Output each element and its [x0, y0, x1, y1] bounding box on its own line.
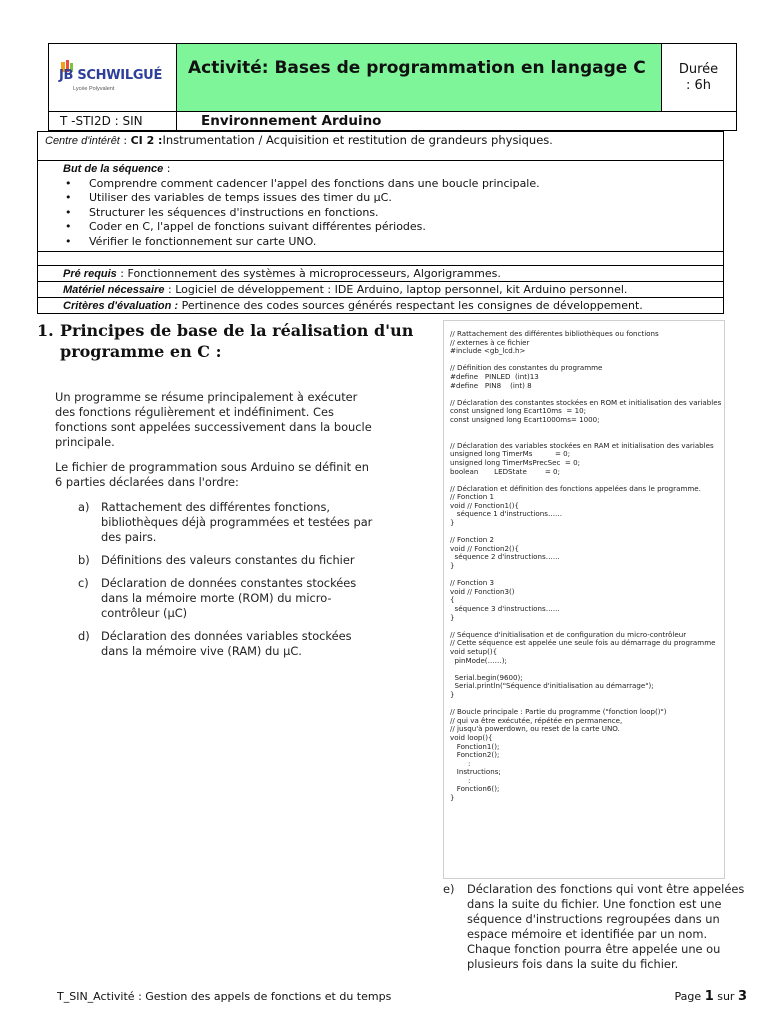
code-line: } [450, 793, 455, 803]
materiel-row [63, 283, 627, 298]
materiel-text: : Logiciel de développement : IDE Arduino, laptop personnel, kit Arduino personnel. [164, 283, 628, 296]
class-cell [49, 112, 177, 131]
logo-text: JB SCHWILGUÉ [59, 68, 163, 83]
criteres-row [63, 299, 643, 314]
code-line: } [450, 518, 455, 528]
of-word: sur [713, 990, 738, 1003]
code-line: // Déclaration des variables stockées en RAM et initialisation des variables [450, 440, 714, 450]
class-row [49, 111, 736, 131]
code-line: pinMode(……); [450, 655, 507, 665]
part-letter: d) [78, 629, 90, 643]
activity-title: Activité: Bases de programmation en langage C [188, 58, 646, 78]
page-indicator [675, 989, 747, 1004]
duration-label: Durée [678, 62, 719, 77]
code-line: séquence 3 d'instructions…… [450, 604, 560, 613]
code-line: #include <gb_lcd.h> [450, 346, 526, 356]
part-e [443, 882, 753, 972]
centre-interet-row [45, 133, 553, 149]
prerequis-row [63, 267, 501, 282]
code-line: // Fonction 2 [450, 535, 494, 545]
code-line: void setup(){ [450, 646, 498, 656]
code-line: Instructions; [450, 767, 501, 777]
but-sequence-sep: : [163, 162, 171, 175]
section-heading-line2: programme en C : [60, 342, 222, 361]
parts-paragraph: Le fichier de programmation sous Arduino se définit en 6 parties déclarées dans l'ordre: [55, 460, 369, 489]
code-line: // externes à ce fichier [450, 337, 530, 347]
part-text: Définitions des valeurs constantes du fichier [101, 553, 355, 567]
code-line: // Cette séquence est appelée une seule fois au démarrage du programme [450, 638, 716, 648]
part-item [54, 576, 375, 621]
code-line: #define PIN8 (int) 8 [450, 380, 532, 390]
code-line: : [450, 758, 471, 768]
page-number: 1 [704, 989, 714, 1004]
code-line: // Déclaration et définition des fonctions appelées dans le programme. [450, 483, 701, 493]
objectives-list [63, 177, 713, 250]
part-text: Rattachement des différentes fonctions, bibliothèques déjà programmées et testées par des pairs. [101, 500, 373, 544]
part-letter: c) [78, 576, 89, 590]
code-line: Serial.begin(9600); [450, 672, 523, 682]
divider [38, 160, 723, 161]
divider [38, 265, 723, 266]
logo-subtext: Lycée Polyvalent [73, 86, 115, 92]
code-line: void // Fonction2(){ [450, 543, 520, 553]
footer-title: T_SIN_Activité : Gestion des appels de fonctions et du temps [57, 990, 392, 1003]
part-item [54, 553, 375, 568]
code-line: unsigned long TimerMs = 0; [450, 449, 571, 459]
code-line: } [450, 612, 455, 622]
code-line: #define PINLED (int)13 [450, 371, 539, 381]
but-sequence-block [63, 162, 713, 249]
code-line [450, 425, 722, 434]
part-letter: b) [78, 553, 90, 567]
code-line: // Fonction 1 [450, 492, 494, 502]
code-line: void // Fonction1(){ [450, 500, 520, 510]
centre-interet-code: CI 2 : [130, 134, 163, 147]
code-line: Serial.println("Séquence d'initialisation au démarrage"); [450, 681, 654, 691]
code-line: Fonction1(); [450, 741, 500, 751]
info-table [37, 131, 724, 314]
part-text: Déclaration des fonctions qui vont être appelées dans la suite du fichier. Une fonction est une séquence d'instructions regroupées dans un espace mémoire et identifiée par un nom. Chaque fonction pourra être appelée une ou plusieurs fois dans la suite du fichier. [467, 882, 745, 971]
code-line: const unsigned long Ecart1000ms= 1000; [450, 414, 600, 424]
code-line: } [450, 561, 455, 571]
duration-cell [661, 44, 736, 111]
intro-paragraph: Un programme se résume principalement à exécuter des fonctions régulièrement et indéfiniment. Ces fonctions sont appelées successivement dans la boucle principale. [55, 390, 372, 449]
materiel-label: Matériel nécessaire [63, 284, 165, 296]
duration-value: : 6h [685, 78, 712, 93]
code-line: séquence 1 d'instructions…… [450, 509, 563, 519]
code-line: Fonction6(); [450, 784, 500, 794]
class-label: T -STI2D : SIN [60, 114, 143, 128]
section-number: 1. [37, 321, 54, 340]
objective-item: • Comprendre comment cadencer l'appel des fonctions dans une boucle principale. [63, 177, 713, 192]
divider [38, 297, 723, 298]
divider [38, 281, 723, 282]
header-table [48, 43, 737, 131]
centre-interet-sep: : [119, 134, 131, 147]
part-letter: e) [443, 882, 455, 896]
school-logo [59, 58, 169, 98]
code-line: // Boucle principale : Partie du programme ("fonction loop()") [450, 707, 667, 717]
code-line: // Définition des constantes du programme [450, 363, 603, 373]
centre-interet-label: Centre d'intérêt [45, 135, 120, 147]
code-line: // Séquence d'initialisation et de configuration du micro-contrôleur [450, 629, 687, 639]
prerequis-label: Pré requis [63, 268, 117, 280]
code-line: void // Fonction3() [450, 586, 515, 596]
objective-item: • Coder en C, l'appel de fonctions suivant différentes périodes. [63, 220, 713, 235]
but-sequence-label: But de la séquence [63, 163, 164, 175]
page-footer [57, 990, 747, 1006]
code-example-box [443, 320, 725, 879]
part-text: Déclaration des données variables stockées dans la mémoire vive (RAM) du µC. [101, 629, 352, 658]
criteres-label: Critères d'évaluation : [63, 300, 179, 312]
section-heading-line1: Principes de base de la réalisation d'un [60, 321, 414, 340]
page-total: 3 [737, 989, 747, 1004]
part-item [54, 500, 375, 545]
code-line: // Déclaration des constantes stockées en ROM et initialisation des variables [450, 397, 722, 407]
part-letter: a) [78, 500, 90, 514]
code-line: { [450, 595, 455, 605]
part-item [54, 629, 375, 659]
code-line: séquence 2 d'instructions…… [450, 552, 560, 562]
code-line: void loop(){ [450, 732, 493, 742]
code-line: Fonction2(); [450, 750, 500, 760]
prerequis-text: : Fonctionnement des systèmes à microprocesseurs, Algorigrammes. [116, 267, 501, 280]
parts-list [54, 500, 375, 659]
centre-interet-dot: . [549, 134, 553, 147]
logo-cell [49, 44, 177, 111]
title-cell [177, 44, 709, 111]
environment-title: Environnement Arduino [201, 113, 382, 129]
code-line: // Fonction 3 [450, 578, 494, 588]
divider [38, 251, 723, 252]
code-line: // Rattachement des différentes bibliothèques ou fonctions [450, 330, 659, 338]
code-line: } [450, 689, 455, 699]
code-listing [450, 330, 722, 803]
criteres-text: Pertinence des codes sources générés respectant les consignes de développement. [178, 299, 643, 312]
code-line: const unsigned long Ecart10ms = 10; [450, 406, 586, 416]
code-line: // jusqu'à powerdown, ou reset de la carte UNO. [450, 724, 620, 734]
code-line: boolean LEDState = 0; [450, 466, 560, 476]
code-line: unsigned long TimerMsPrecSec = 0; [450, 457, 580, 467]
page-word: Page [674, 990, 705, 1003]
objective-item: • Vérifier le fonctionnement sur carte UNO. [63, 235, 713, 250]
objective-item: • Utiliser des variables de temps issues des timer du µC. [63, 191, 713, 206]
centre-interet-text: Instrumentation / Acquisition et restitution de grandeurs physiques [162, 133, 550, 147]
left-column [55, 390, 375, 667]
code-line: // qui va être exécutée, répétée en permanence, [450, 715, 623, 725]
code-line: : [450, 775, 471, 785]
part-text: Déclaration de données constantes stockées dans la mémoire morte (ROM) du micro-contrôleur (µC) [101, 576, 357, 620]
objective-item: • Structurer les séquences d'instructions en fonctions. [63, 206, 713, 221]
